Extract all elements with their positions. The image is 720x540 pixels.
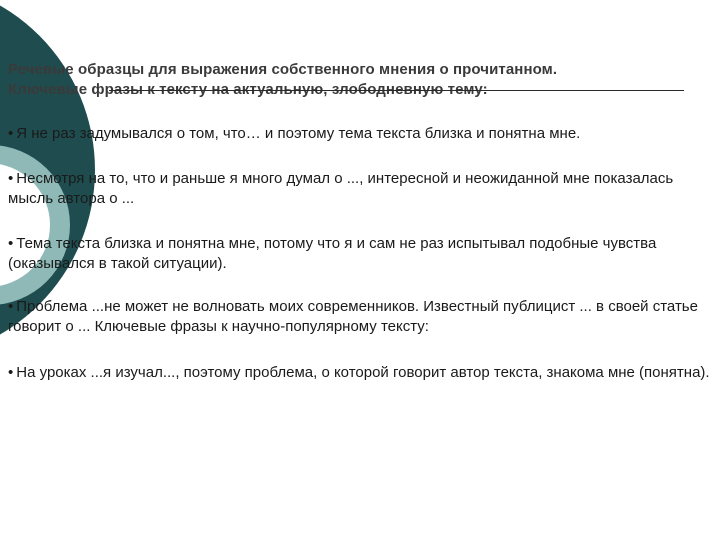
paragraph-text: На уроках ...я изучал..., поэтому проблема, о которой говорит автор текста, знакома мне (понятна). bbox=[16, 364, 710, 381]
bullet-icon: • bbox=[8, 235, 14, 252]
heading-divider bbox=[109, 90, 684, 91]
paragraph-text: Я не раз задумывался о том, что… и поэтому тема текста близка и понятна мне. bbox=[16, 125, 581, 142]
phrase-paragraph-2 bbox=[8, 169, 714, 209]
phrase-paragraph-5 bbox=[8, 363, 714, 383]
paragraph-text: Проблема ...не может не волновать моих современников. Известный публицист ... в своей статье говорит о ... Ключевые фразы к научно-популярному тексту: bbox=[8, 298, 698, 335]
slide-heading bbox=[8, 60, 714, 100]
bullet-icon: • bbox=[8, 298, 14, 315]
paragraph-text: Тема текста близка и понятна мне, потому что я и сам не раз испытывал подобные чувства (оказывался в такой ситуации). bbox=[8, 235, 657, 272]
bullet-icon: • bbox=[8, 125, 14, 142]
heading-line-2: Ключевые фразы к тексту на актуальную, злободневную тему: bbox=[8, 81, 488, 98]
phrase-paragraph-4 bbox=[8, 297, 718, 337]
bullet-icon: • bbox=[8, 170, 14, 187]
phrase-paragraph-3 bbox=[8, 234, 714, 274]
phrase-paragraph-1 bbox=[8, 124, 714, 144]
bullet-icon: • bbox=[8, 364, 14, 381]
paragraph-text: Несмотря на то, что и раньше я много думал о ..., интересной и неожиданной мне показалась мысль автора о ... bbox=[8, 170, 674, 207]
heading-line-1: Речевые образцы для выражения собственного мнения о прочитанном. bbox=[8, 61, 558, 78]
